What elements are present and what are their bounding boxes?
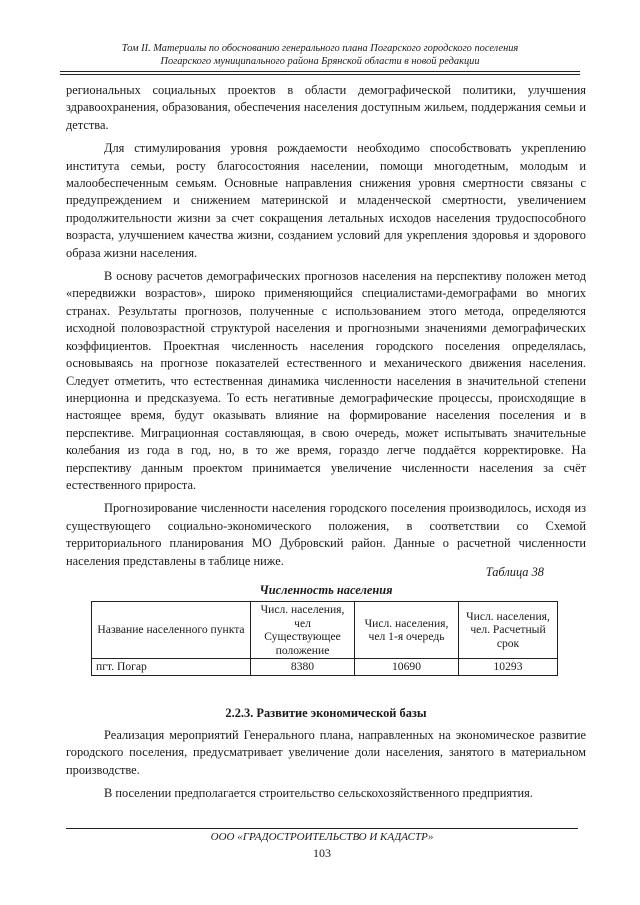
paragraph: В основу расчетов демографических прогнозов населения на перспективу положен метод «передвижки возрастов», широко применяющийся специалистами-демографами во многих странах. Результаты прогнозов, полученные с использованием этого метода, определяются исходной половозрастной структурой населения и прогнозными значениями демографических коэффициентов. Проектная численность населения городского поселения определялась, основываясь на прогнозе показателей естественного и механического движения населения. Следует отметить, что естественная динамика численности населения в значительной степени инерционна и предсказуема. То есть негативные демографические процессы, происходящие в настоящее время, будут оказывать влияние на формирование населения поселения и в перспективе. Миграционная составляющая, в свою очередь, может испытывать значительные колебания из года в год, но, в то же время, гораздо легче поддаётся корректировке. На перспективу данным проектом принимается увеличение численности населения за счёт естественного прироста. — [66, 269, 586, 492]
running-header — [60, 42, 580, 68]
table-header-cell: Числ. населения, чел. Расчетный срок — [459, 602, 558, 659]
section-heading: 2.2.3. Развитие экономической базы — [225, 706, 427, 720]
page-number: 103 — [313, 846, 331, 860]
table-cell: пгт. Погар — [92, 659, 251, 676]
footer-company: ООО «ГРАДОСТРОИТЕЛЬСТВО И КАДАСТР» — [210, 831, 434, 843]
population-table — [91, 601, 558, 676]
paragraph: Прогнозирование численности населения городского поселения производилось, исходя из существующего социально-экономического положения, в соответствии со Схемой территориального планирования МО Дубровский район. Данные о расчетной численности населения представлены в таблице ниже. — [66, 501, 586, 568]
table-header-cell: Числ. населения, чел 1-я очередь — [355, 602, 459, 659]
body-text — [66, 82, 586, 570]
section-body — [66, 727, 586, 803]
table-header-cell: Числ. населения, чел Существующее положение — [251, 602, 355, 659]
paragraph: В поселении предполагается строительство сельскохозяйственного предприятия. — [104, 786, 533, 801]
header-rule — [60, 71, 580, 72]
table-cell: 8380 — [251, 659, 355, 676]
header-rule-double — [60, 74, 580, 75]
header-line-2: Погарского муниципального района Брянской области в новой редакции — [160, 56, 480, 67]
paragraph: Реализация мероприятий Генерального плана, направленных на экономическое развитие городского поселения, предусматривает увеличение доли населения, занятого в материальном производстве. — [66, 728, 586, 777]
table-header-row — [92, 602, 558, 659]
footer-rule — [66, 828, 578, 829]
table-cell: 10293 — [459, 659, 558, 676]
table-cell: 10690 — [355, 659, 459, 676]
table-header-cell: Название населенного пункта — [92, 602, 251, 659]
table-title: Численность населения — [259, 583, 393, 597]
paragraph: региональных социальных проектов в области демографической политики, улучшения здравоохранения, образования, обеспечения населения доступным жильем, поддержания семьи и детства. — [66, 83, 586, 132]
table-row — [92, 659, 558, 676]
header-line-1: Том II. Материалы по обоснованию генерального плана Погарского городского поселения — [121, 43, 519, 54]
table-caption: Таблица 38 — [485, 565, 544, 579]
paragraph: Для стимулирования уровня рождаемости необходимо способствовать укреплению института семьи, росту благосостояния населении, помощи многодетным, молодым и малообеспеченным семьям. Основные направления снижения уровня смертности связаны с предупреждением и снижением материнской и младенческой смертности, увеличением продолжительности жизни за счет сокращения летальных исходов населения трудоспособного возраста, улучшением качества жизни, созданием условий для укрепления здоровья и здорового образа жизни населения. — [66, 141, 586, 260]
